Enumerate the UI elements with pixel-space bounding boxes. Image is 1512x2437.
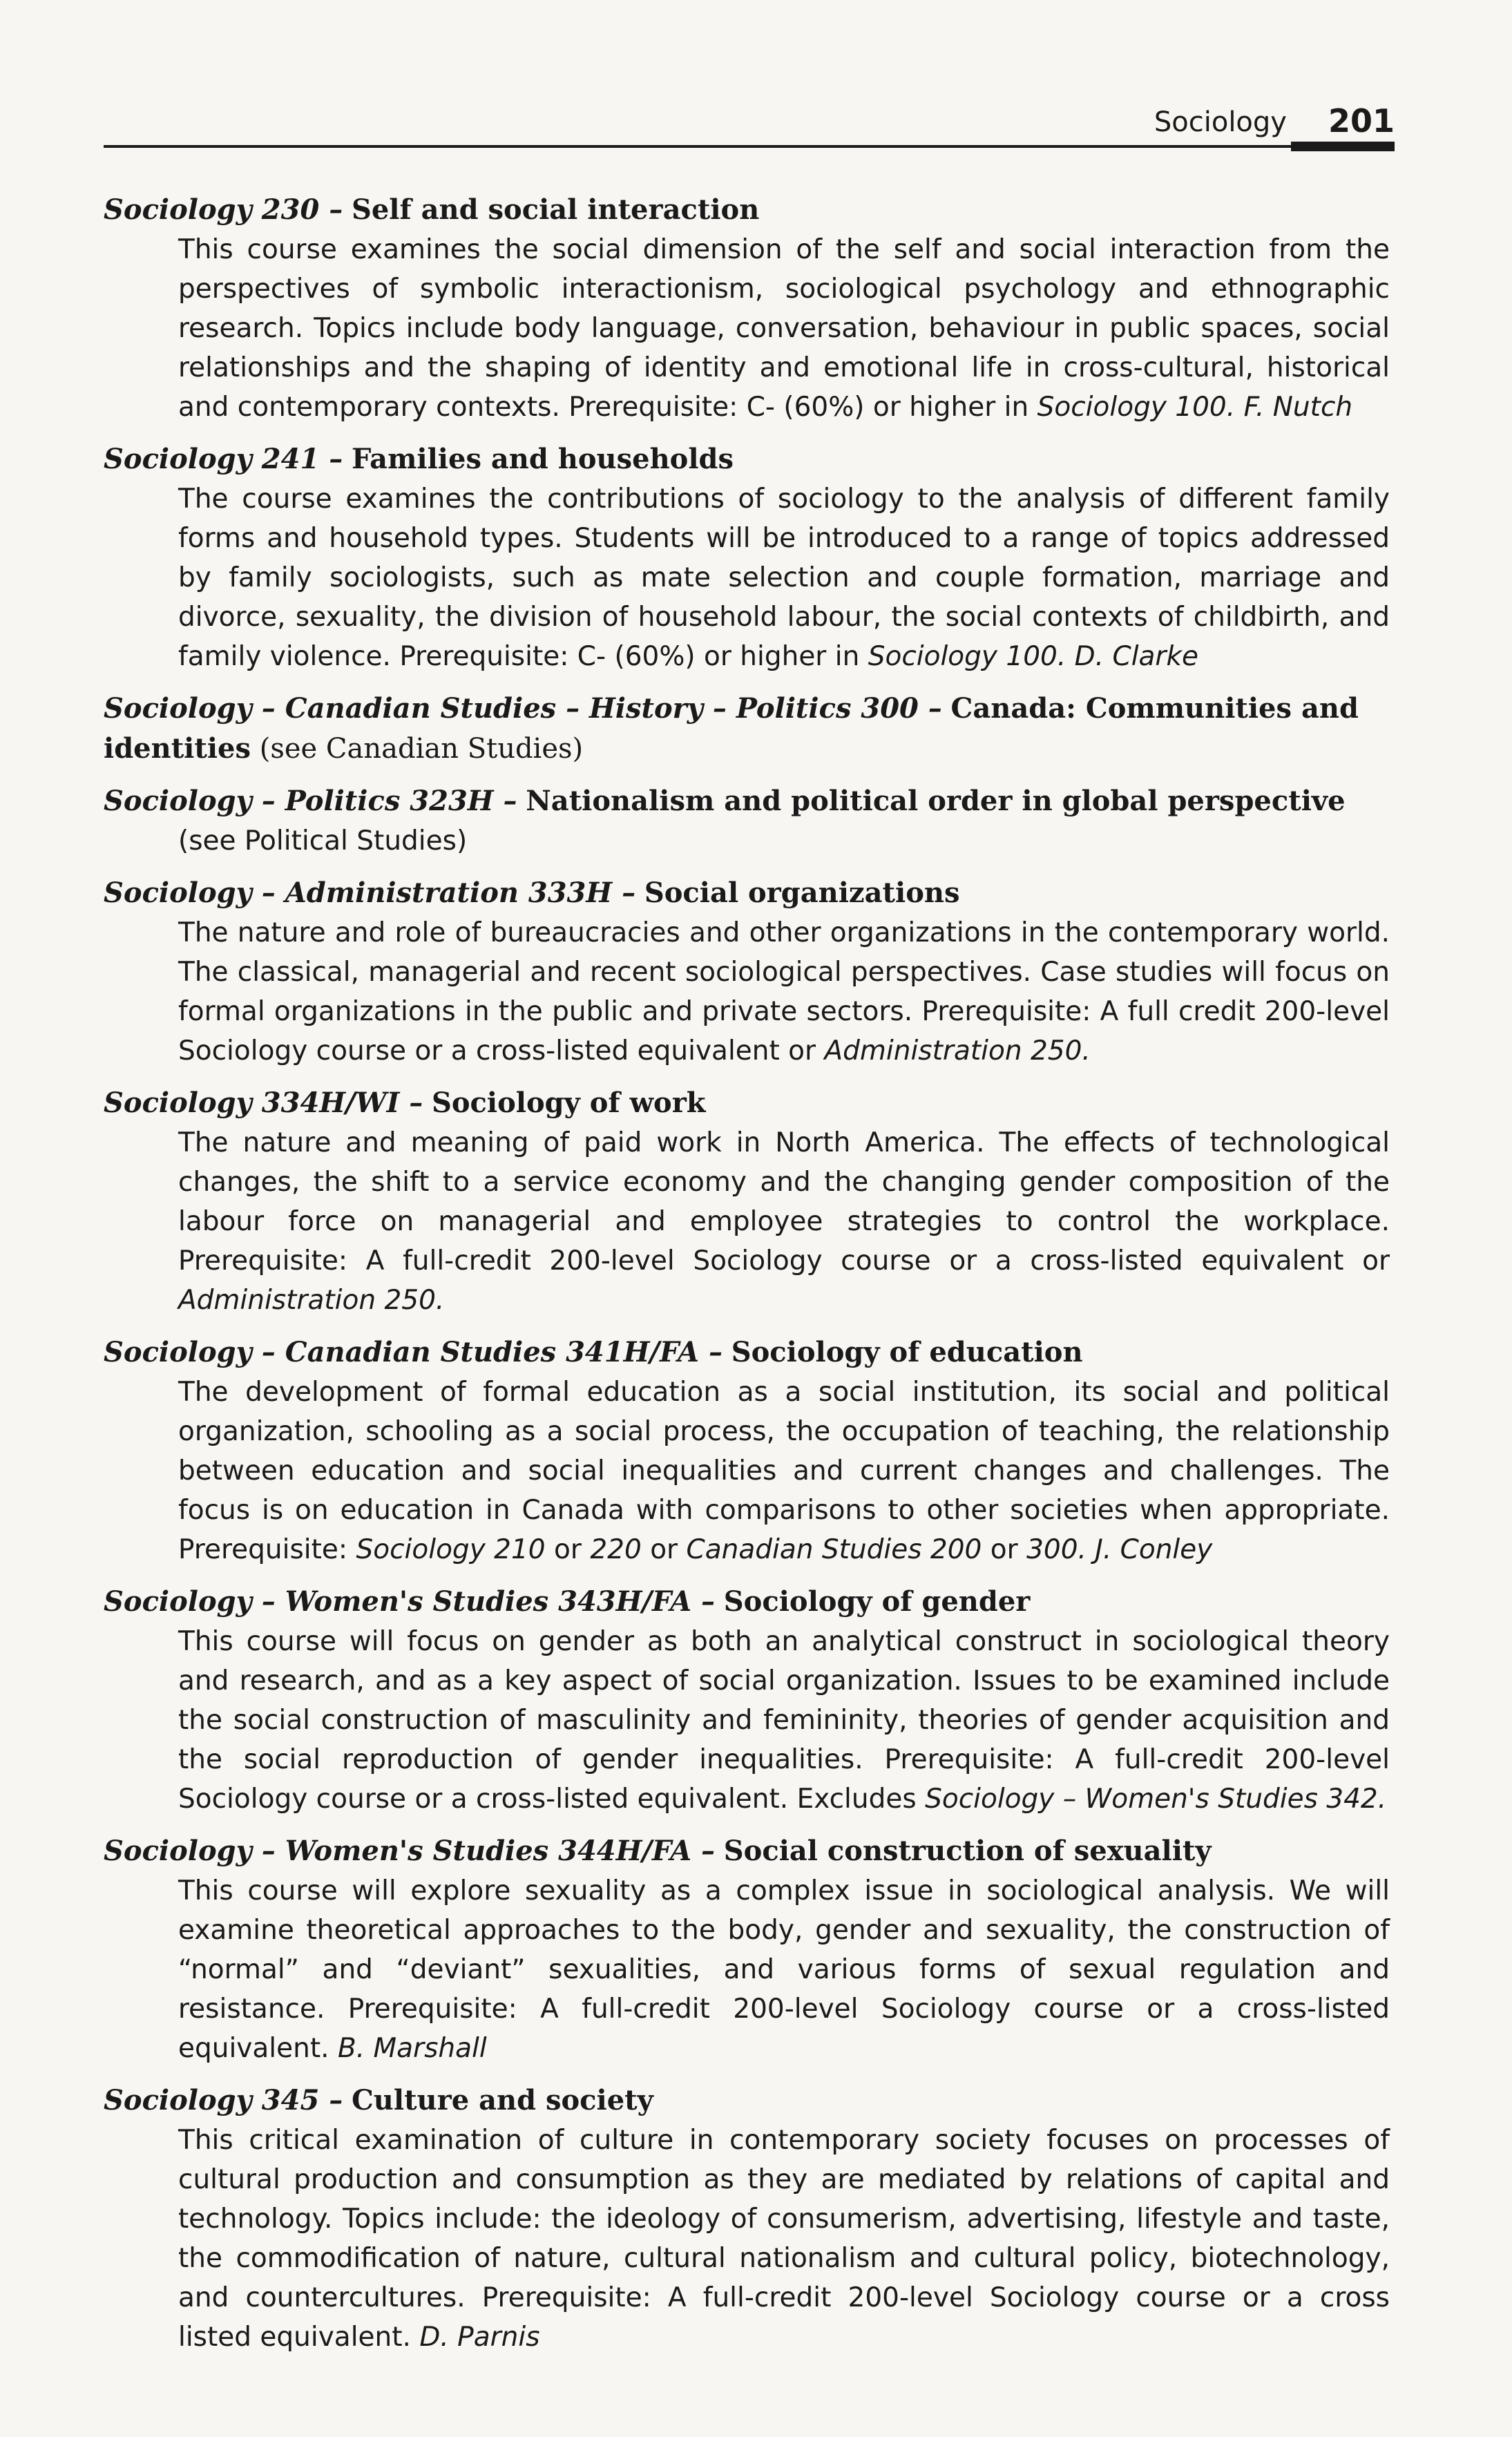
course-reference: Sociology 210: [356, 1534, 546, 1565]
course-title: Culture and society: [351, 2084, 653, 2116]
course-entry: [104, 1083, 1390, 1320]
course-description: [104, 1622, 1390, 1819]
course-entry: [104, 190, 1390, 427]
course-description-text: This critical examination of culture in contemporary society focuses on processes of cultural production and consumption as they are mediated by relations of capital and technology. Topics include: the ideology of consumerism, advertising, lifestyle and taste, the commodification of nature, cultural nationalism and cultural policy, biotechnology, and countercultures. Prerequisite: A full-credit 200-level Sociology course or a cross listed equivalent.: [178, 2125, 1390, 2353]
course-instructor: F. Nutch: [1243, 392, 1353, 423]
course-entry: [104, 689, 1390, 769]
course-reference: Administration 250.: [178, 1285, 445, 1316]
course-description-text: or: [990, 1534, 1018, 1565]
course-list: [104, 190, 1390, 2369]
course-heading: [104, 689, 1390, 769]
running-head-section: Sociology: [1154, 106, 1287, 138]
course-title: Canada: Communities and identities: [104, 692, 1359, 765]
course-instructor: J. Conley: [1095, 1534, 1213, 1565]
course-heading: [104, 1831, 1390, 1871]
cross-reference: (see Canadian Studies): [259, 733, 584, 765]
course-heading: [104, 2081, 1390, 2121]
course-description-text: or: [650, 1534, 678, 1565]
course-title: Sociology of work: [431, 1087, 706, 1119]
course-description-text: The course examines the contributions of sociology to the analysis of different family forms and household types. Students will be introduced to a range of topics addressed by family sociologists, such as mate selection and couple formation, marriage and divorce, sexuality, the division of household labour, the social contexts of childbirth, and family violence. Prerequisite: C- (60%) or higher in: [178, 484, 1390, 672]
course-code: Sociology – Politics 323H –: [104, 785, 517, 817]
course-reference: Sociology 100.: [1037, 392, 1236, 423]
course-instructor: D. Parnis: [419, 2322, 540, 2353]
page-number: 201: [1328, 102, 1395, 140]
course-code: Sociology – Canadian Studies – History – Politics 300 –: [104, 692, 942, 725]
course-title: Social construction of sexuality: [723, 1835, 1212, 1867]
course-heading: [104, 781, 1390, 821]
course-entry: [104, 1582, 1390, 1819]
course-heading: [104, 190, 1390, 230]
course-description: [104, 230, 1390, 427]
course-code: Sociology – Canadian Studies 341H/FA –: [104, 1336, 722, 1368]
course-entry: [104, 1332, 1390, 1569]
header-rule-tab: [1291, 142, 1395, 151]
course-description-text: This course will focus on gender as both an analytical construct in sociological theory and research, and as a key aspect of social organization. Issues to be examined include the social construction of masculinity and femininity, theories of gender acquisition and the social reproduction of gender inequalities. Prerequisite: A full-credit 200-level Sociology course or a cross-listed equivalent. Excludes: [178, 1626, 1390, 1815]
course-title: Sociology of gender: [723, 1585, 1031, 1618]
course-code: Sociology – Administration 333H –: [104, 877, 636, 909]
course-title: Sociology of education: [731, 1336, 1083, 1368]
course-title: Families and households: [351, 443, 734, 475]
course-entry: [104, 873, 1390, 1071]
course-entry: [104, 439, 1390, 676]
course-description-text: The nature and meaning of paid work in North America. The effects of technological changes, the shift to a service economy and the changing gender composition of the labour force on managerial and employee strategies to control the workplace. Prerequisite: A full-credit 200-level Sociology course or a cross-listed equivalent or: [178, 1127, 1390, 1277]
course-description: [104, 1123, 1390, 1320]
course-description-text: The development of formal education as a social institution, its social and political organization, schooling as a social process, the occupation of teaching, the relationship between education and social inequalities and current changes and challenges. The focus is on education in Canada with comparisons to other societies when appropriate. Prerequisite:: [178, 1377, 1390, 1565]
course-code: Sociology 241 –: [104, 443, 343, 475]
running-head: [104, 90, 1395, 145]
course-reference: 220: [590, 1534, 642, 1565]
course-title: Social organizations: [644, 877, 960, 909]
course-description: [104, 479, 1390, 676]
course-reference: Canadian Studies 200: [686, 1534, 982, 1565]
course-heading: [104, 439, 1390, 479]
course-heading: [104, 873, 1390, 913]
course-entry: [104, 1831, 1390, 2068]
course-reference: 300.: [1026, 1534, 1087, 1565]
course-heading: [104, 1582, 1390, 1622]
course-reference: Sociology 100.: [868, 641, 1066, 672]
course-reference: Sociology – Women's Studies 342.: [925, 1784, 1387, 1815]
course-heading: [104, 1332, 1390, 1373]
course-heading: [104, 1083, 1390, 1123]
course-description: [104, 913, 1390, 1071]
header-rule: [104, 145, 1395, 148]
cross-reference: (see Political Studies): [178, 825, 468, 857]
course-description: [104, 2121, 1390, 2357]
course-description-text: The nature and role of bureaucracies and other organizations in the contemporary world. The classical, managerial and recent sociological perspectives. Case studies will focus on formal organizations in the public and private sectors. Prerequisite: A full credit 200-level Sociology course or a cross-listed equivalent or: [178, 917, 1390, 1067]
course-title: Nationalism and political order in global perspective: [526, 785, 1346, 817]
course-code: Sociology 345 –: [104, 2084, 343, 2116]
course-description: [104, 1871, 1390, 2068]
course-entry: [104, 781, 1390, 861]
course-description: [104, 1373, 1390, 1569]
course-instructor: D. Clarke: [1074, 641, 1199, 672]
course-description-text: or: [554, 1534, 582, 1565]
course-entry: [104, 2081, 1390, 2357]
course-description-text: This course will explore sexuality as a complex issue in sociological analysis. We will examine theoretical approaches to the body, gender and sexuality, the construction of “normal” and “deviant” sexualities, and various forms of sexual regulation and resistance. Prerequisite: A full-credit 200-level Sociology course or a cross-listed equivalent.: [178, 1875, 1390, 2064]
course-title: Self and social interaction: [351, 193, 760, 226]
course-code: Sociology – Women's Studies 344H/FA –: [104, 1835, 716, 1867]
course-description-text: This course examines the social dimension of the self and social interaction from the perspectives of symbolic interactionism, sociological psychology and ethnographic research. Topics include body language, conversation, behaviour in public spaces, social relationships and the shaping of identity and emotional life in cross-cultural, historical and contemporary contexts. Prerequisite: C- (60%) or higher in: [178, 234, 1390, 423]
course-reference: Administration 250.: [824, 1035, 1091, 1067]
course-code: Sociology 334H/WI –: [104, 1087, 423, 1119]
course-instructor: B. Marshall: [337, 2033, 487, 2064]
course-code: Sociology 230 –: [104, 193, 343, 226]
course-code: Sociology – Women's Studies 343H/FA –: [104, 1585, 716, 1618]
